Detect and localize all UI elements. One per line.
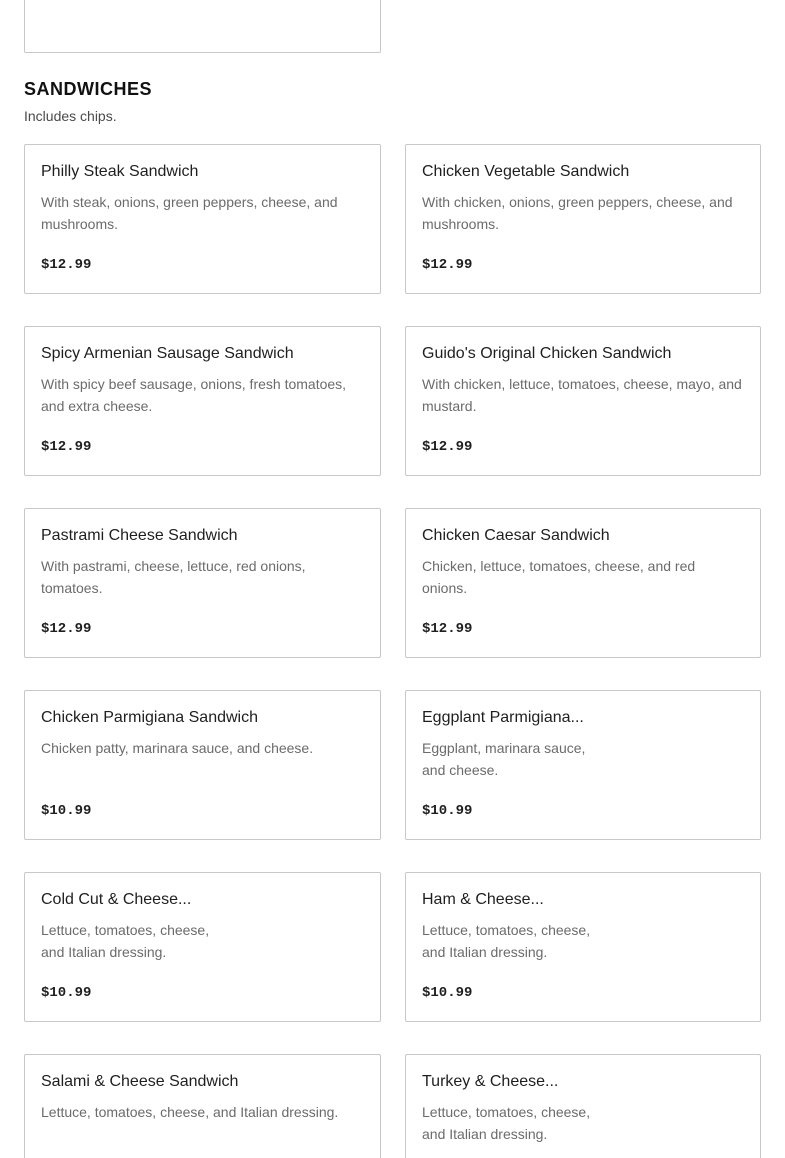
menu-item-description: With chicken, lettuce, tomatoes, cheese, mayo, and mustard.: [422, 376, 742, 414]
menu-item-name: Philly Steak Sandwich: [41, 163, 199, 180]
menu-item-description: Lettuce, tomatoes, cheese, and Italian dressing.: [41, 1104, 339, 1120]
menu-item-price: $10.99: [422, 985, 473, 1001]
menu-item-description: With pastrami, cheese, lettuce, red onions, tomatoes.: [41, 558, 306, 596]
menu-item-card[interactable]: [24, 1054, 381, 1158]
menu-item-price: $10.99: [41, 803, 92, 819]
menu-item-price: $12.99: [422, 621, 473, 637]
menu-item-card[interactable]: [405, 690, 761, 840]
menu-item-card[interactable]: [405, 144, 761, 294]
menu-item-price: $12.99: [422, 439, 473, 455]
menu-item-description: Lettuce, tomatoes, cheese, and Italian dressing.: [41, 922, 210, 960]
menu-item-description: With steak, onions, green peppers, cheese, and mushrooms.: [41, 194, 338, 232]
section-title: SANDWICHES: [24, 79, 153, 99]
menu-item-name: Salami & Cheese Sandwich: [41, 1073, 239, 1090]
menu-item-name: Ham & Cheese...: [422, 891, 544, 908]
menu-item-name: Chicken Vegetable Sandwich: [422, 163, 630, 180]
menu-item-description: With spicy beef sausage, onions, fresh tomatoes, and extra cheese.: [41, 376, 347, 414]
menu-item-description: Eggplant, marinara sauce, and cheese.: [422, 740, 586, 778]
menu-item-description: Lettuce, tomatoes, cheese, and Italian dressing.: [422, 922, 591, 960]
menu-item-price: $12.99: [41, 621, 92, 637]
menu-item-description: With chicken, onions, green peppers, cheese, and mushrooms.: [422, 194, 733, 232]
menu-item-price: $12.99: [41, 257, 92, 273]
section-subtitle: Includes chips.: [24, 108, 117, 124]
menu-item-card[interactable]: [24, 326, 381, 476]
menu-item-card[interactable]: [405, 508, 761, 658]
menu-item-card[interactable]: [24, 690, 381, 840]
menu-item-name: Turkey & Cheese...: [422, 1073, 559, 1090]
menu-item-card[interactable]: [405, 326, 761, 476]
menu-item-price: $12.99: [422, 257, 473, 273]
menu-item-name: Cold Cut & Cheese...: [41, 891, 192, 908]
menu-item-card[interactable]: [405, 872, 761, 1022]
menu-item-card[interactable]: [24, 0, 381, 53]
menu-item-name: Eggplant Parmigiana...: [422, 709, 584, 726]
menu-item-name: Guido's Original Chicken Sandwich: [422, 345, 672, 362]
menu-item-price: $10.99: [422, 803, 473, 819]
menu-item-price: $10.99: [41, 985, 92, 1001]
menu-item-name: Chicken Parmigiana Sandwich: [41, 709, 258, 726]
menu-item-card[interactable]: [24, 144, 381, 294]
menu-item-name: Pastrami Cheese Sandwich: [41, 527, 238, 544]
menu-item-description: Chicken, lettuce, tomatoes, cheese, and red onions.: [422, 558, 696, 596]
menu-item-description: Lettuce, tomatoes, cheese, and Italian dressing.: [422, 1104, 591, 1142]
menu-item-card[interactable]: [405, 1054, 761, 1158]
menu-item-name: Chicken Caesar Sandwich: [422, 527, 610, 544]
menu-item-price: $12.99: [41, 439, 92, 455]
menu-item-card[interactable]: [24, 872, 381, 1022]
menu-item-card[interactable]: [24, 508, 381, 658]
menu-item-name: Spicy Armenian Sausage Sandwich: [41, 345, 294, 362]
menu-item-description: Chicken patty, marinara sauce, and cheese.: [41, 740, 314, 756]
